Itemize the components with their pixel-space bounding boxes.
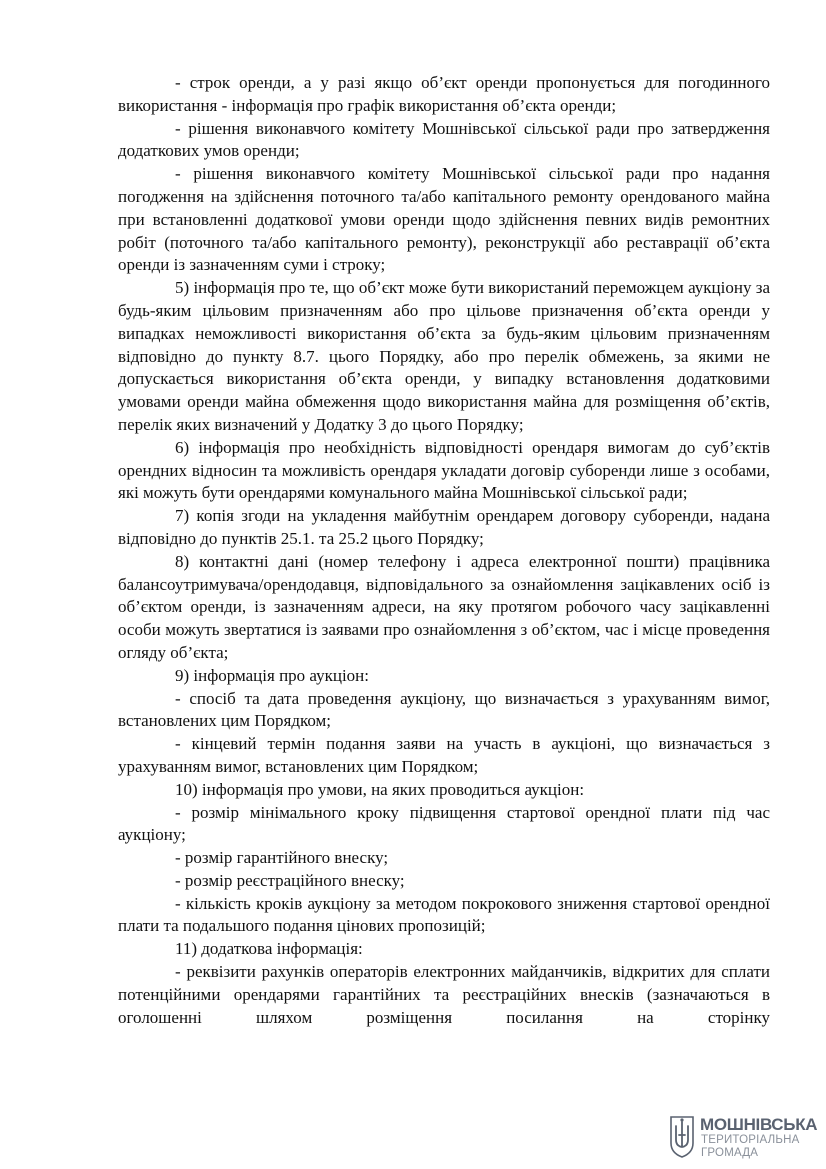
paragraph: - рішення виконавчого комітету Мошнівської сільської ради про затвердження додаткових умов оренди;	[118, 118, 770, 161]
paragraph: - розмір гарантійного внеску;	[175, 848, 389, 868]
paragraph: - строк оренди, а у разі якщо об’єкт оренди пропонується для погодинного використання - інформація про графік використання об’єкта оренди;	[118, 73, 770, 115]
trident-icon	[668, 1113, 696, 1159]
paragraph: - розмір мінімального кроку підвищення стартової орендної плати під час аукціону;	[118, 802, 770, 845]
logo-subtitle: ТЕРИТОРІАЛЬНА	[701, 1134, 800, 1146]
paragraph: - рішення виконавчого комітету Мошнівської сільської ради про надання погодження на здійснення поточного та/або капітального ремонту орендованого майна при встановленні додаткової умови оренди щодо здійснення певних видів ремонтних робіт (поточного та/або капітального ремонту), реконструкції або реставрації об’єкта оренди із зазначенням суми і строку;	[118, 164, 770, 275]
paragraph: - кількість кроків аукціону за методом покрокового зниження стартової орендної плати та подальшого подання цінових пропозицій;	[118, 893, 770, 936]
paragraph: - розмір реєстраційного внеску;	[175, 870, 405, 890]
paragraph: 7) копія згоди на укладення майбутнім орендарем договору суборенди, надана відповідно до пунктів 25.1. та 25.2 цього Порядку;	[118, 506, 770, 548]
paragraph: 8) контактні дані (номер телефону і адреса електронної пошти) працівника балансоутримувача/орендодавця, відповідального за ознайомлення зацікавлених осіб із об’єктом оренди, із зазначенням адреси, на яку протягом робочого часу зацікавленні особи можуть звертатися із заявами про ознайомлення з об’єктом, час і місце проведення огляду об’єкта;	[118, 551, 770, 662]
paragraph: - реквізити рахунків операторів електронних майданчиків, відкритих для сплати потенційними орендарями гарантійних та реєстраційних внесків (зазначаються в оголошенні шляхом розміщення посилання на сторінку	[118, 962, 770, 1027]
logo-title: МОШНІВСЬКА	[700, 1115, 818, 1134]
paragraph: - спосіб та дата проведення аукціону, що визначається з урахуванням вимог, встановлених цим Порядком;	[118, 688, 770, 731]
paragraph: - кінцевий термін подання заяви на участь в аукціоні, що визначається з урахуванням вимог, встановлених цим Порядком;	[118, 734, 770, 776]
paragraph: 10) інформація про умови, на яких проводиться аукціон:	[175, 779, 585, 799]
paragraph: 11) додаткова інформація:	[175, 939, 363, 959]
paragraph: 9) інформація про аукціон:	[175, 665, 369, 685]
paragraph: 6) інформація про необхідність відповідності орендаря вимогам до суб’єктів орендних відносин та можливість орендаря укладати договір суборенди лише з особами, які можуть бути орендарями комунального майна Мошнівської сільської ради;	[118, 437, 770, 503]
paragraph: 5) інформація про те, що об’єкт може бути використаний переможцем аукціону за будь-яким цільовим призначенням або про цільове призначення об’єкта оренди у випадках неможливості використання об’єкта за будь-яким цільовим призначенням відповідно до пункту 8.7. цього Порядку, або про перелік обмежень, за якими не допускається використання об’єкта оренди, у випадку встановлення додатковими умовами оренди майна обмеження щодо використання майна для розміщення об’єктів, перелік яких визначений у Додатку 3 до цього Порядку;	[118, 278, 770, 434]
community-logo	[668, 1113, 818, 1163]
document-body	[118, 72, 770, 1029]
logo-subtitle: ГРОМАДА	[701, 1147, 759, 1159]
